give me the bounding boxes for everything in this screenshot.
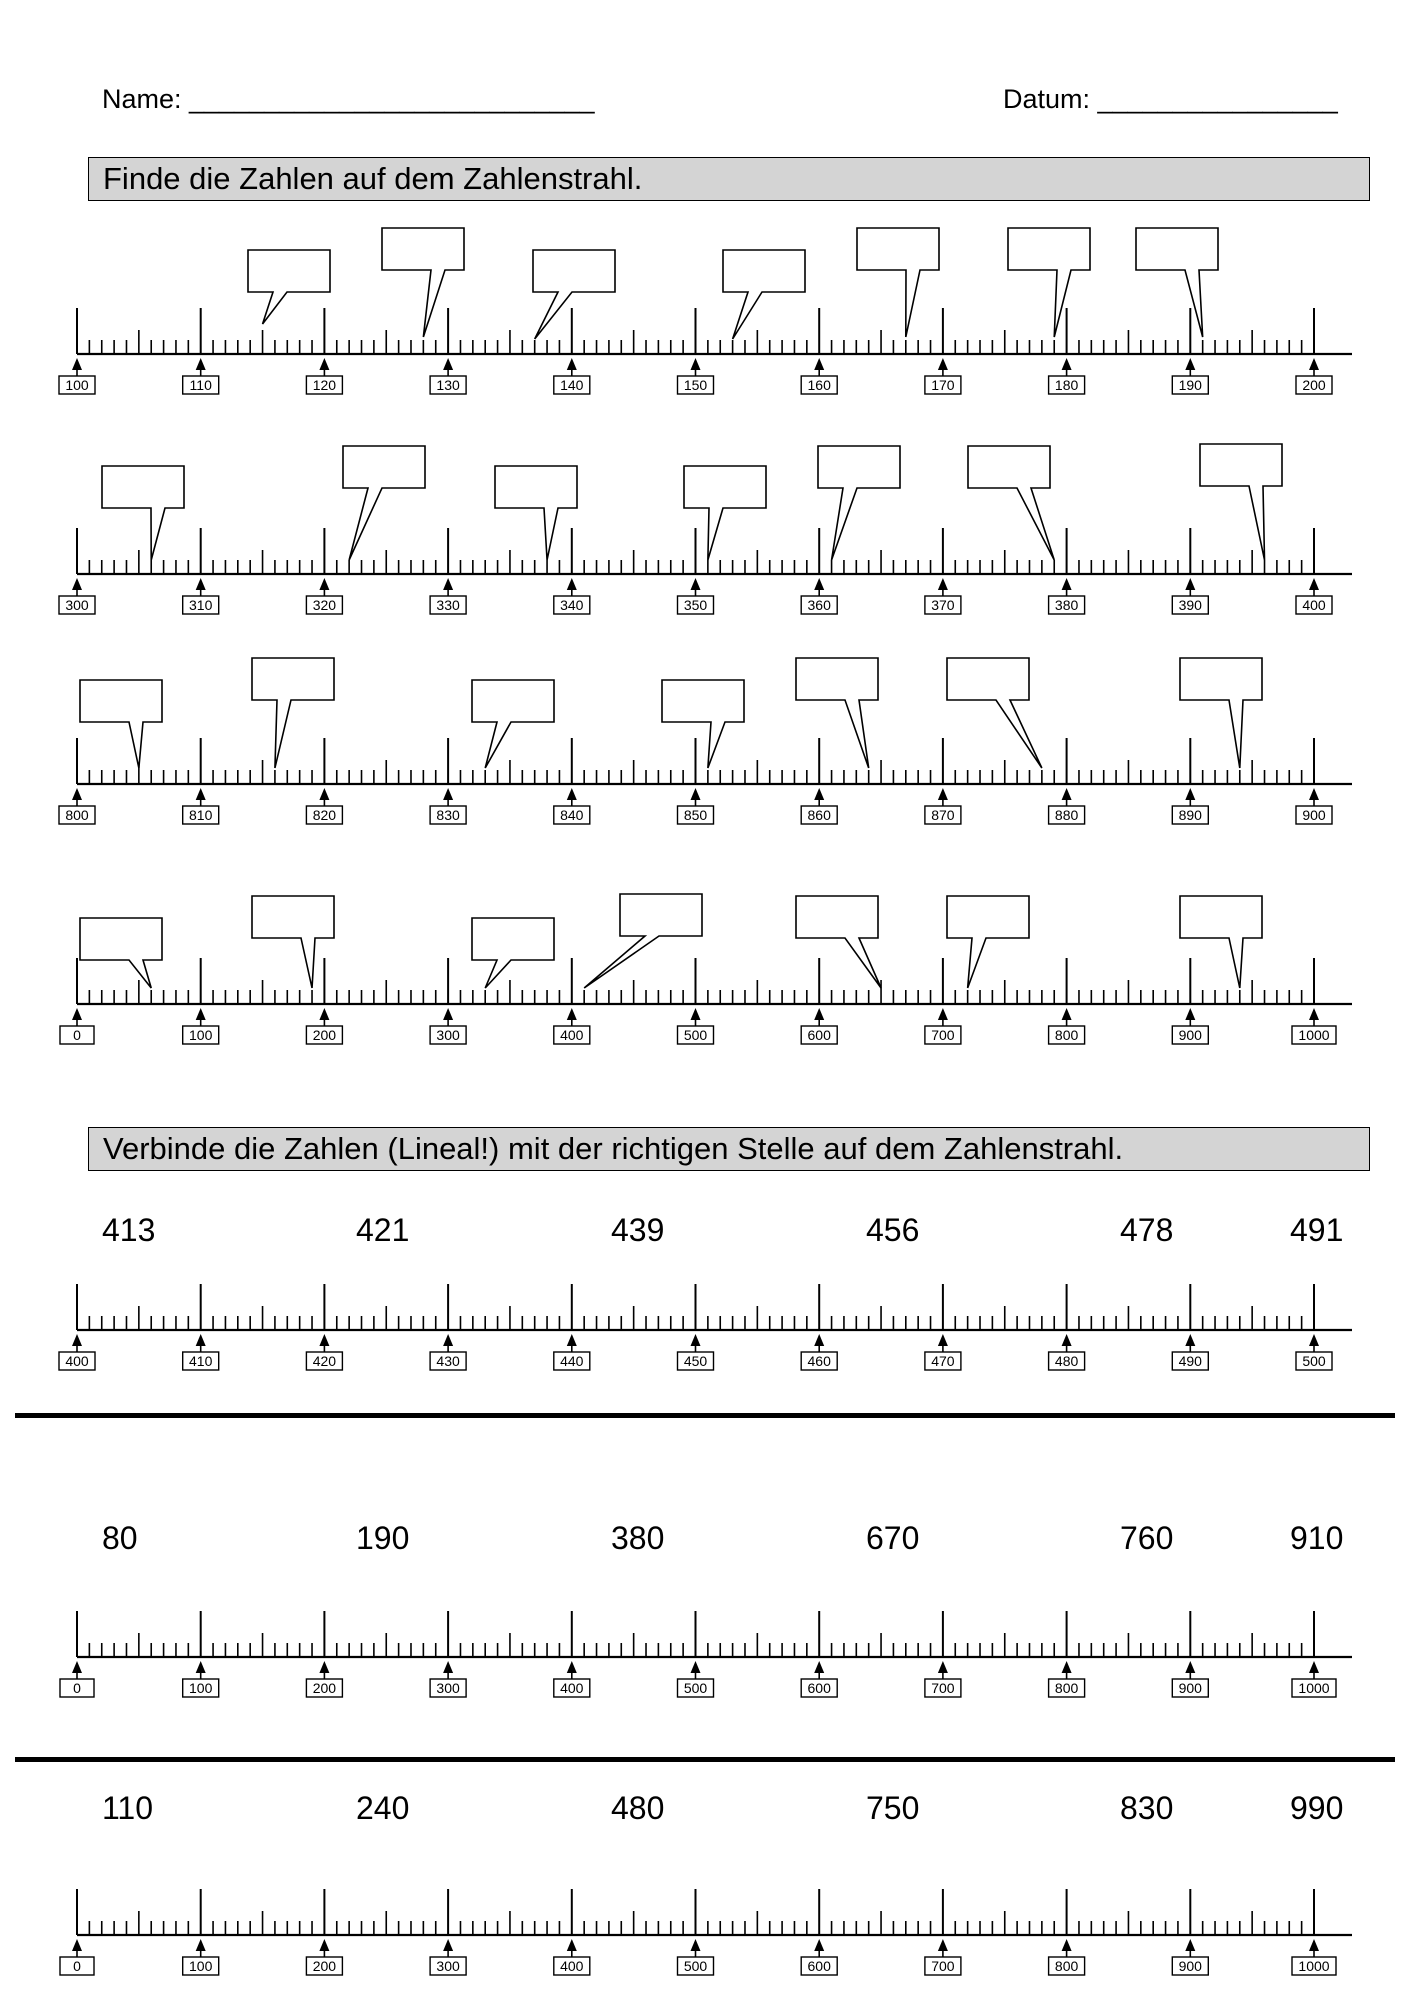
value-label: 800 <box>1054 1027 1079 1043</box>
answer-speech-bubble <box>1136 228 1218 337</box>
answer-speech-bubble <box>80 918 162 988</box>
value-label: 1000 <box>1298 1958 1330 1974</box>
value-label: 840 <box>560 807 584 823</box>
target-number[interactable]: 910 <box>1290 1520 1344 1556</box>
answer-speech-bubble <box>1008 228 1090 337</box>
value-label: 800 <box>1054 1958 1079 1974</box>
value-label: 600 <box>807 1027 831 1043</box>
value-label: 820 <box>312 807 337 823</box>
number-line-1 <box>0 220 1414 410</box>
value-label: 1000 <box>1298 1027 1330 1043</box>
answer-speech-bubble <box>947 658 1042 768</box>
value-label: 700 <box>931 1958 955 1974</box>
value-label: 810 <box>189 807 213 823</box>
value-label: 180 <box>1054 377 1079 393</box>
number-line-2 <box>0 440 1414 630</box>
value-label: 870 <box>931 807 955 823</box>
number-row-1 <box>0 1212 1414 1252</box>
value-label: 850 <box>683 807 708 823</box>
answer-speech-bubble <box>1200 444 1282 560</box>
value-label: 430 <box>436 1353 460 1369</box>
answer-speech-bubble <box>343 446 425 560</box>
value-label: 160 <box>807 377 831 393</box>
value-label: 320 <box>312 597 337 613</box>
value-label: 330 <box>436 597 460 613</box>
value-label: 470 <box>931 1353 955 1369</box>
value-label: 300 <box>436 1958 460 1974</box>
value-label: 190 <box>1178 377 1202 393</box>
value-label: 300 <box>436 1680 460 1696</box>
target-number[interactable]: 830 <box>1120 1790 1174 1826</box>
answer-speech-bubble <box>968 446 1054 560</box>
target-number[interactable]: 670 <box>866 1520 920 1556</box>
target-number[interactable]: 380 <box>611 1520 665 1556</box>
number-line-6 <box>0 1597 1414 1717</box>
value-label: 200 <box>312 1680 337 1696</box>
value-label: 310 <box>189 597 213 613</box>
value-label: 400 <box>560 1958 584 1974</box>
value-label: 700 <box>931 1027 955 1043</box>
value-label: 450 <box>683 1353 708 1369</box>
value-label: 890 <box>1178 807 1202 823</box>
answer-speech-bubble <box>662 680 744 768</box>
answer-speech-bubble <box>818 446 900 560</box>
number-row-3 <box>0 1790 1414 1830</box>
target-number[interactable]: 760 <box>1120 1520 1174 1556</box>
value-label: 200 <box>1302 377 1326 393</box>
value-label: 400 <box>560 1680 584 1696</box>
value-label: 360 <box>807 597 831 613</box>
answer-speech-bubble <box>796 658 878 768</box>
target-number[interactable]: 421 <box>356 1212 410 1248</box>
target-number[interactable]: 240 <box>356 1790 410 1826</box>
answer-speech-bubble <box>472 680 554 768</box>
value-label: 900 <box>1178 1680 1202 1696</box>
answer-speech-bubble <box>1180 658 1262 768</box>
target-number[interactable]: 750 <box>866 1790 920 1826</box>
answer-speech-bubble <box>252 896 334 988</box>
value-label: 600 <box>807 1958 831 1974</box>
value-label: 100 <box>65 377 89 393</box>
target-number[interactable]: 478 <box>1120 1212 1174 1248</box>
value-label: 500 <box>683 1027 708 1043</box>
value-label: 390 <box>1178 597 1202 613</box>
value-label: 370 <box>931 597 955 613</box>
section2-title: Verbinde die Zahlen (Lineal!) mit der richtigen Stelle auf dem Zahlenstrahl. <box>88 1127 1370 1171</box>
value-label: 490 <box>1178 1353 1202 1369</box>
value-label: 100 <box>189 1958 213 1974</box>
value-label: 480 <box>1054 1353 1079 1369</box>
answer-speech-bubble <box>584 894 702 988</box>
value-label: 0 <box>73 1027 81 1043</box>
number-line-5 <box>0 1270 1414 1390</box>
value-label: 150 <box>683 377 708 393</box>
name-field-label[interactable]: Name: ___________________________ <box>102 84 595 114</box>
value-label: 200 <box>312 1958 337 1974</box>
value-label: 500 <box>1302 1353 1326 1369</box>
answer-speech-bubble <box>382 228 464 337</box>
value-label: 500 <box>683 1958 708 1974</box>
value-label: 1000 <box>1298 1680 1330 1696</box>
answer-speech-bubble <box>80 680 162 768</box>
value-label: 860 <box>807 807 831 823</box>
value-label: 110 <box>189 377 212 393</box>
date-field-label[interactable]: Datum: ________________ <box>1003 84 1338 114</box>
value-label: 600 <box>807 1680 831 1696</box>
value-label: 880 <box>1054 807 1079 823</box>
value-label: 440 <box>560 1353 584 1369</box>
target-number[interactable]: 480 <box>611 1790 665 1826</box>
value-label: 0 <box>73 1680 81 1696</box>
number-line-7 <box>0 1875 1414 1995</box>
value-label: 700 <box>931 1680 955 1696</box>
value-label: 300 <box>65 597 89 613</box>
value-label: 410 <box>189 1353 213 1369</box>
value-label: 800 <box>65 807 89 823</box>
value-label: 500 <box>683 1680 708 1696</box>
value-label: 400 <box>1302 597 1326 613</box>
value-label: 900 <box>1302 807 1326 823</box>
answer-speech-bubble <box>102 466 184 560</box>
answer-speech-bubble <box>796 896 881 988</box>
value-label: 340 <box>560 597 584 613</box>
target-number[interactable]: 990 <box>1290 1790 1344 1826</box>
target-number[interactable]: 491 <box>1290 1212 1344 1248</box>
answer-speech-bubble <box>1180 896 1262 988</box>
target-number[interactable]: 110 <box>102 1790 154 1826</box>
separator-line <box>15 1757 1395 1762</box>
value-label: 130 <box>436 377 460 393</box>
value-label: 300 <box>436 1027 460 1043</box>
value-label: 380 <box>1054 597 1079 613</box>
number-line-4 <box>0 870 1414 1060</box>
number-line-3 <box>0 650 1414 840</box>
target-number[interactable]: 439 <box>611 1212 665 1248</box>
answer-speech-bubble <box>472 918 554 988</box>
value-label: 830 <box>436 807 460 823</box>
section1-title: Finde die Zahlen auf dem Zahlenstrahl. <box>88 157 1370 201</box>
answer-speech-bubble <box>495 466 577 560</box>
answer-speech-bubble <box>533 250 615 339</box>
value-label: 900 <box>1178 1027 1202 1043</box>
value-label: 800 <box>1054 1680 1079 1696</box>
answer-speech-bubble <box>857 228 939 337</box>
target-number[interactable]: 413 <box>102 1212 156 1248</box>
value-label: 400 <box>65 1353 89 1369</box>
value-label: 900 <box>1178 1958 1202 1974</box>
value-label: 400 <box>560 1027 584 1043</box>
value-label: 170 <box>931 377 955 393</box>
number-row-2 <box>0 1520 1414 1560</box>
value-label: 140 <box>560 377 584 393</box>
separator-line <box>15 1413 1395 1418</box>
value-label: 100 <box>189 1680 213 1696</box>
value-label: 420 <box>312 1353 337 1369</box>
value-label: 120 <box>312 377 337 393</box>
value-label: 350 <box>683 597 708 613</box>
answer-speech-bubble <box>252 658 334 768</box>
answer-speech-bubble <box>947 896 1029 988</box>
value-label: 460 <box>807 1353 831 1369</box>
target-number[interactable]: 80 <box>102 1520 138 1556</box>
target-number[interactable]: 190 <box>356 1520 410 1556</box>
target-number[interactable]: 456 <box>866 1212 920 1248</box>
answer-speech-bubble <box>248 250 330 324</box>
value-label: 0 <box>73 1958 81 1974</box>
value-label: 200 <box>312 1027 337 1043</box>
value-label: 100 <box>189 1027 213 1043</box>
answer-speech-bubble <box>723 250 805 339</box>
